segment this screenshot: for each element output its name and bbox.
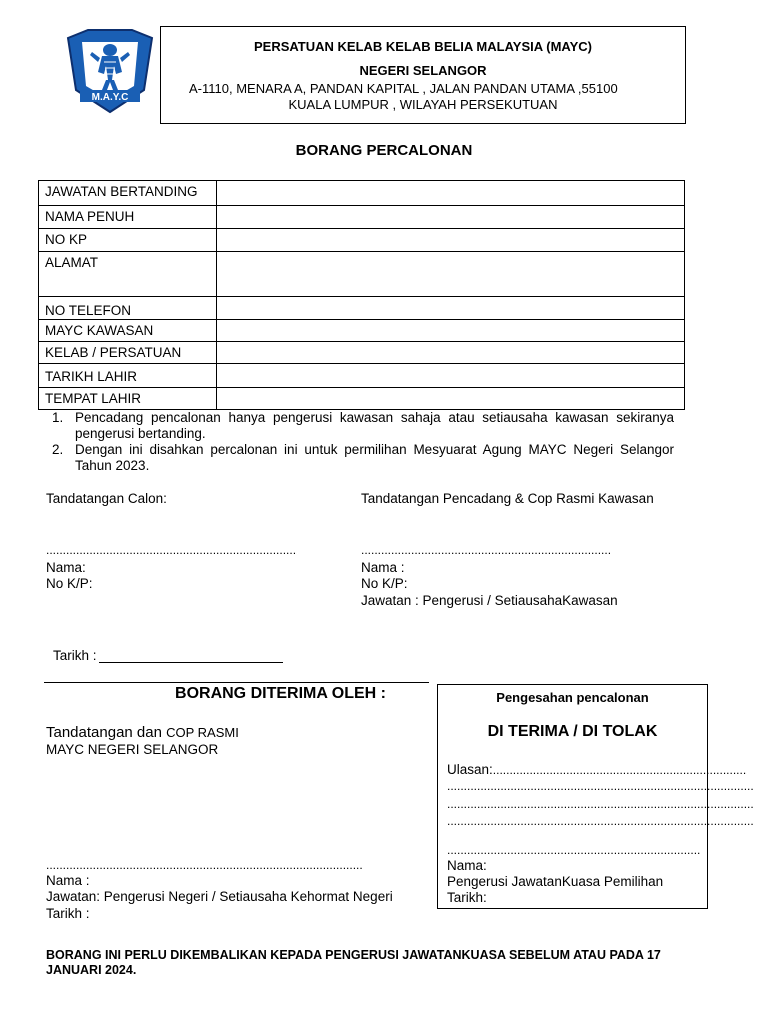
notes-list (46, 410, 674, 474)
note-number: 1. (52, 410, 64, 425)
note-text: Dengan ini disahkan percalonan ini untuk permilihan Mesyuarat Agung MAYC Negeri Selangor Tahun 2023. (75, 442, 674, 473)
received-sign-text: Tandatangan dan (46, 724, 167, 741)
remarks-line[interactable]: ............................................................................................ (447, 797, 754, 811)
candidate-signature-line[interactable]: ........................................................................... (46, 543, 297, 557)
candidate-signature-label: Tandatangan Calon: (46, 491, 167, 506)
received-org: MAYC NEGERI SELANGOR (46, 742, 219, 757)
field-value-input[interactable] (217, 181, 685, 206)
note-number: 2. (52, 442, 64, 457)
field-value-input[interactable] (217, 229, 685, 252)
table-row (39, 320, 685, 342)
logo-text: M.A.Y.C (91, 92, 129, 103)
list-item (46, 410, 674, 442)
confirmation-position-label: Pengerusi JawatanKuasa Pemilihan (447, 874, 664, 889)
mayc-logo (64, 28, 156, 114)
received-signature-line[interactable]: ............................................................................................... (46, 858, 363, 872)
candidate-name-label: Nama: (46, 560, 86, 575)
field-value-input[interactable] (217, 320, 685, 342)
nominator-signature-line[interactable]: ........................................................................... (361, 543, 612, 557)
field-label: MAYC KAWASAN (39, 320, 217, 342)
field-label: KELAB / PERSATUAN (39, 342, 217, 364)
received-date-label: Tarikh : (46, 906, 90, 921)
field-label: NAMA PENUH (39, 206, 217, 229)
remarks-row[interactable] (447, 761, 747, 779)
table-row (39, 252, 685, 297)
remarks-line[interactable]: ............................................................................................ (447, 779, 754, 793)
confirmation-status[interactable]: DI TERIMA / DI TOLAK (487, 723, 658, 740)
address-line1: A-1110, MENARA A, PANDAN KAPITAL , JALAN PANDAN UTAMA ,55100 (189, 81, 618, 96)
date-input-line[interactable] (99, 662, 283, 663)
footer-notice: BORANG INI PERLU DIKEMBALIKAN KEPADA PENGERUSI JAWATANKUASA SEBELUM ATAU PADA 17 JANUARI 2024. (46, 948, 661, 977)
field-value-input[interactable] (217, 252, 685, 297)
nominator-ic-label: No K/P: (361, 576, 408, 591)
date-label: Tarikh : (53, 648, 97, 663)
table-row (39, 206, 685, 229)
field-value-input[interactable] (217, 342, 685, 364)
field-label: TEMPAT LAHIR (39, 388, 217, 410)
nomination-fields-table (38, 180, 685, 410)
field-value-input[interactable] (217, 364, 685, 388)
table-row (39, 364, 685, 388)
field-label: JAWATAN BERTANDING (39, 181, 217, 206)
header-box (160, 26, 686, 124)
field-label: NO TELEFON (39, 297, 217, 320)
form-title: BORANG PERCALONAN (295, 142, 473, 159)
remarks-line[interactable]: ............................................................................................ (447, 814, 754, 828)
table-row (39, 229, 685, 252)
table-row (39, 342, 685, 364)
field-label: NO KP (39, 229, 217, 252)
state-name: NEGERI SELANGOR (359, 63, 487, 78)
table-row (39, 388, 685, 410)
field-value-input[interactable] (217, 206, 685, 229)
field-value-input[interactable] (217, 297, 685, 320)
remarks-dots: ............................................................................ (492, 763, 747, 777)
organization-name: PERSATUAN KELAB KELAB BELIA MALAYSIA (MAYC) (253, 39, 592, 54)
field-value-input[interactable] (217, 388, 685, 410)
nominator-signature-label: Tandatangan Pencadang & Cop Rasmi Kawasan (361, 491, 654, 506)
field-label: ALAMAT (39, 252, 217, 297)
received-position-label: Jawatan: Pengerusi Negeri / Setiausaha Kehormat Negeri (46, 889, 393, 904)
confirmation-box (437, 684, 754, 909)
address-line2: KUALA LUMPUR , WILAYAH PERSEKUTUAN (288, 97, 558, 112)
received-title: BORANG DITERIMA OLEH : (175, 685, 386, 702)
received-name-label: Nama : (46, 873, 90, 888)
section-divider (44, 682, 429, 683)
list-item (46, 442, 674, 474)
table-row (39, 297, 685, 320)
nominator-name-label: Nama : (361, 560, 405, 575)
remarks-label: Ulasan: (447, 762, 493, 777)
confirmation-date-label: Tarikh: (447, 890, 487, 905)
received-stamp-text: COP RASMI (166, 725, 239, 740)
confirmation-title: Pengesahan pencalonan (496, 690, 649, 705)
received-sign-label (46, 724, 239, 742)
table-row (39, 181, 685, 206)
mayc-logo-icon (64, 28, 156, 114)
nominator-position-label: Jawatan : Pengerusi / SetiausahaKawasan (361, 593, 618, 608)
confirmation-signature-line[interactable]: ............................................................................ (447, 843, 701, 857)
field-label: TARIKH LAHIR (39, 364, 217, 388)
confirmation-name-label: Nama: (447, 858, 487, 873)
note-text: Pencadang pencalonan hanya pengerusi kawasan sahaja atau setiausaha kawasan sekiranya pengerusi bertanding. (75, 410, 674, 441)
candidate-ic-label: No K/P: (46, 576, 93, 591)
